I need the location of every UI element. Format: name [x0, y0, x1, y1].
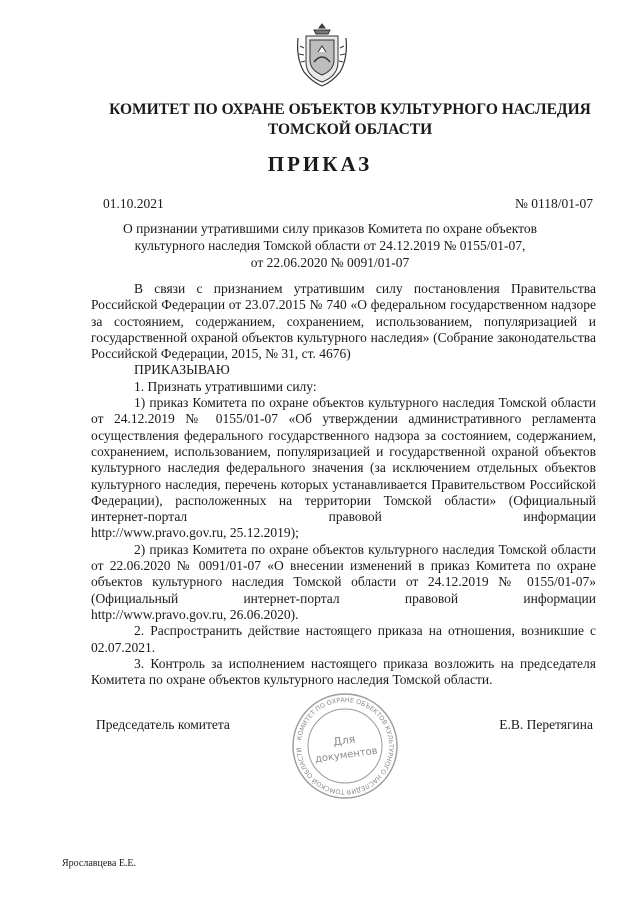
item-1-2-paragraph: 2) приказ Комитета по охране объектов культурного наследия Томской области от 22.06.2020 № 0091/01-07 «О внесении изменений в приказ Комитета по охране объектов культурного наследия Томской области от 24.12.2019 № 0155/01-07» (Официальный интернет-портал правовой информации — [91, 541, 596, 606]
subject-line2: культурного наследия Томской области от 24.12.2019 № 0155/01-07, — [134, 238, 526, 253]
signatory-name: Е.В. Перетягина — [499, 717, 593, 732]
item-2-paragraph: 2. Распространить действие настоящего приказа на отношения, возникшие с 02.07.2021. — [91, 623, 596, 655]
stamp-ring-text: КОМИТЕТ ПО ОХРАНЕ ОБЪЕКТОВ КУЛЬТУРНОГО НАСЛЕДИЯ ТОМСКОЙ ОБЛАСТИ — [294, 695, 396, 797]
subject-line3: от 22.06.2020 № 0091/01-07 — [250, 255, 410, 270]
document-date: 01.10.2021 — [103, 196, 164, 211]
order-word: ПРИКАЗЫВАЮ — [134, 362, 230, 378]
stamp-center-line2: документов — [314, 745, 379, 766]
item-1-2-source: http://www.pravo.gov.ru, 26.06.2020). — [91, 606, 299, 622]
signatory-position: Председатель комитета — [96, 717, 230, 732]
item-3-paragraph: 3. Контроль за исполнением настоящего приказа возложить на председателя Комитета по охране объектов культурного наследия Томской области. — [91, 655, 596, 688]
item-1-title: 1. Признать утратившими силу: — [134, 378, 317, 394]
document-type: ПРИКАЗ — [267, 152, 373, 176]
document-number: № 0118/01-07 — [514, 196, 593, 211]
document-subject — [60, 220, 600, 271]
stamp-center-line1: Для — [332, 732, 357, 749]
item-1-1-source: http://www.pravo.gov.ru, 25.12.2019); — [91, 525, 299, 541]
executor-name: Ярославцева Е.Е. — [62, 858, 137, 869]
organization-name — [60, 100, 640, 140]
coat-of-arms-emblem — [296, 22, 348, 88]
subject-line1: О признании утратившими силу приказов Комитета по охране объектов — [122, 221, 537, 236]
item-1-1-paragraph: 1) приказ Комитета по охране объектов культурного наследия Томской области от 24.12.2019 № 0155/01-07 «Об утверждении административного регламента осуществления федерального государственного надзора за состоянием, содержанием, сохранением, использованием, популяризацией и государственной охраной объектов культурного наследия федерального значения (за исключением отдельных объектов культурного наследия, перечень которых устанавливается Правительством Российской Федерации), расположенных на территории Томской области» (Официальный интернет-портал правовой информации — [91, 395, 596, 525]
preamble-paragraph: В связи с признанием утратившим силу постановления Правительства Российской Федерации от 23.07.2015 № 740 «О федеральном государственном надзоре за состоянием, содержанием, сохранением, использованием, популяризацией и государственной охраной объектов культурного наследия» (Собрание законодательства Российской Федерации, 2015, № 31, ст. 4676) — [91, 281, 596, 362]
organization-name-line1: КОМИТЕТ ПО ОХРАНЕ ОБЪЕКТОВ КУЛЬТУРНОГО НАСЛЕДИЯ — [109, 101, 591, 118]
official-stamp — [289, 690, 401, 802]
document-body — [91, 281, 596, 688]
organization-name-line2: ТОМСКОЙ ОБЛАСТИ — [267, 121, 433, 138]
